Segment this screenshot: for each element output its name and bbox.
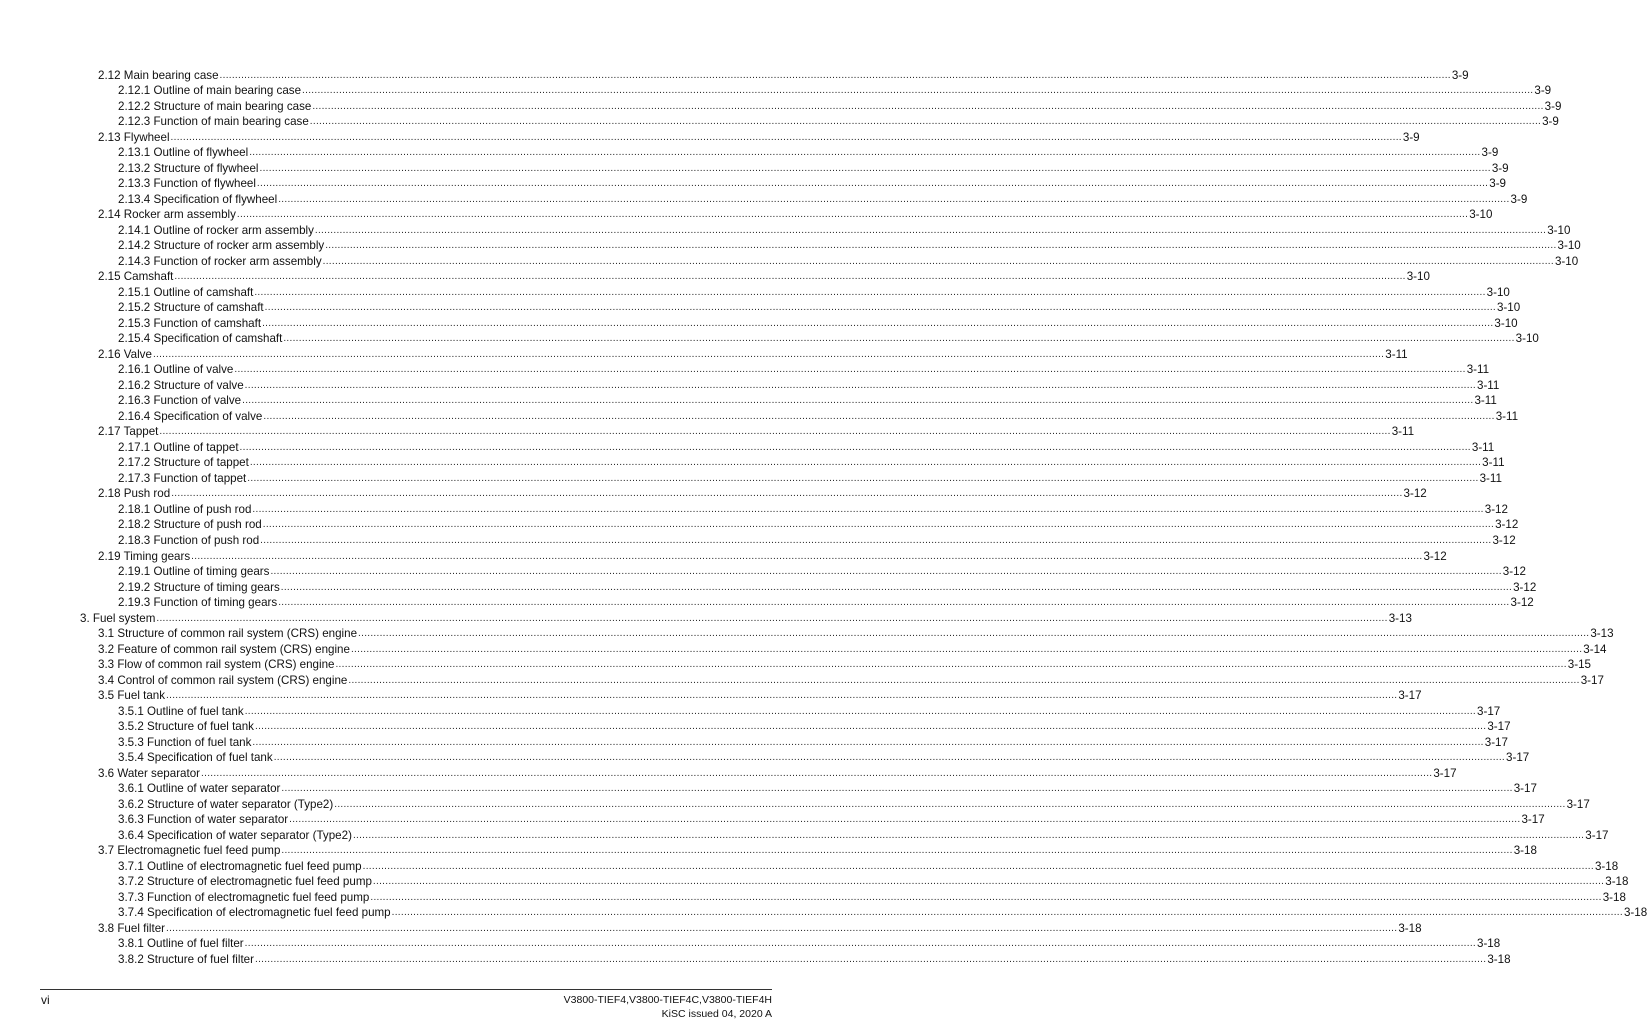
toc-entry-page: 3-10 xyxy=(1494,316,1518,330)
document-issue: KiSC issued 04, 2020 A xyxy=(661,1008,772,1020)
toc-entry[interactable] xyxy=(80,299,1521,315)
toc-entry-page: 3-17 xyxy=(1487,720,1511,734)
toc-entry[interactable] xyxy=(80,578,1537,594)
toc-entry-page: 3-18 xyxy=(1623,906,1647,920)
toc-entry[interactable] xyxy=(80,795,1590,811)
toc-entry-page: 3-17 xyxy=(1580,673,1604,687)
toc-entry-title: 2.15.3 Function of camshaft xyxy=(118,316,262,330)
toc-dot-leader: ................................................................................................................................................................................................................................................................................................................................................................................................................ xyxy=(254,721,1487,733)
toc-entry-page: 3-10 xyxy=(1486,285,1510,299)
toc-dot-leader: ................................................................................................................................................................................................................................................................................................................................................................................................................ xyxy=(244,379,1476,391)
toc-dot-leader: ................................................................................................................................................................................................................................................................................................................................................................................................................ xyxy=(159,426,1391,438)
toc-entry[interactable] xyxy=(80,97,1562,113)
toc-dot-leader: ................................................................................................................................................................................................................................................................................................................................................................................................................ xyxy=(335,659,1567,671)
toc-dot-leader: ................................................................................................................................................................................................................................................................................................................................................................................................................ xyxy=(312,100,1544,112)
toc-entry[interactable] xyxy=(80,268,1430,284)
toc-entry-page: 3-17 xyxy=(1433,766,1457,780)
toc-entry[interactable] xyxy=(80,873,1629,889)
toc-dot-leader: ................................................................................................................................................................................................................................................................................................................................................................................................................ xyxy=(289,814,1521,826)
toc-dot-leader: ................................................................................................................................................................................................................................................................................................................................................................................................................ xyxy=(247,472,1479,484)
toc-entry[interactable] xyxy=(80,423,1415,439)
toc-entry-page: 3-10 xyxy=(1547,223,1571,237)
toc-entry[interactable] xyxy=(80,594,1534,610)
toc-entry[interactable] xyxy=(80,563,1526,579)
toc-entry-page: 3-17 xyxy=(1398,689,1422,703)
toc-entry-page: 3-12 xyxy=(1403,487,1427,501)
toc-entry-page: 3-11 xyxy=(1385,347,1408,361)
toc-entry-title: 2.19 Timing gears xyxy=(98,549,191,563)
footer-divider xyxy=(40,989,772,990)
toc-entry-page: 3-9 xyxy=(1544,99,1562,113)
toc-entry-title: 3.7.4 Specification of electromagnetic fuel feed pump xyxy=(118,906,391,920)
toc-entry-page: 3-9 xyxy=(1402,130,1420,144)
toc-entry[interactable] xyxy=(80,625,1614,641)
toc-entry-title: 2.14.1 Outline of rocker arm assembly xyxy=(118,223,314,237)
toc-entry-page: 3-17 xyxy=(1521,813,1545,827)
toc-entry-page: 3-9 xyxy=(1489,177,1507,191)
document-models: V3800-TIEF4,V3800-TIEF4C,V3800-TIEF4H xyxy=(563,994,772,1006)
toc-entry-page: 3-10 xyxy=(1515,332,1539,346)
toc-entry-title: 3.7.3 Function of electromagnetic fuel feed pump xyxy=(118,890,370,904)
toc-dot-leader: ................................................................................................................................................................................................................................................................................................................................................................................................................ xyxy=(219,69,1451,81)
toc-dot-leader: ................................................................................................................................................................................................................................................................................................................................................................................................................ xyxy=(254,953,1487,965)
toc-dot-leader: ................................................................................................................................................................................................................................................................................................................................................................................................................ xyxy=(358,628,1590,640)
toc-dot-leader: ................................................................................................................................................................................................................................................................................................................................................................................................................ xyxy=(244,938,1476,950)
toc-dot-leader: ................................................................................................................................................................................................................................................................................................................................................................................................................ xyxy=(391,907,1623,919)
toc-entry-page: 3-10 xyxy=(1496,301,1521,315)
toc-dot-leader: ................................................................................................................................................................................................................................................................................................................................................................................................................ xyxy=(278,597,1510,609)
toc-entry-page: 3-10 xyxy=(1406,270,1430,284)
toc-entry-title: 2.18.3 Function of push rod xyxy=(118,533,260,547)
toc-entry[interactable] xyxy=(80,407,1519,423)
toc-entry[interactable] xyxy=(80,376,1500,392)
toc-dot-leader: ................................................................................................................................................................................................................................................................................................................................................................................................................ xyxy=(174,271,1406,283)
toc-entry[interactable] xyxy=(80,842,1537,858)
toc-entry-title: 2.14.2 Structure of rocker arm assembly xyxy=(118,239,325,253)
toc-entry-title: 3.6.2 Structure of water separator (Type2) xyxy=(118,797,334,811)
toc-dot-leader: ................................................................................................................................................................................................................................................................................................................................................................................................................ xyxy=(309,116,1542,128)
toc-entry-title: 2.12.3 Function of main bearing case xyxy=(118,115,309,129)
toc-entry[interactable] xyxy=(80,345,1408,361)
toc-entry-title: 3.5.4 Specification of fuel tank xyxy=(118,751,273,765)
toc-entry-page: 3-11 xyxy=(1471,440,1495,454)
toc-entry-title: 2.13.1 Outline of flywheel xyxy=(118,146,249,160)
toc-entry-title: 3.8.1 Outline of fuel filter xyxy=(118,937,244,951)
toc-entry-page: 3-12 xyxy=(1484,502,1508,516)
toc-dot-leader: ................................................................................................................................................................................................................................................................................................................................................................................................................ xyxy=(362,860,1594,872)
toc-entry-page: 3-18 xyxy=(1513,844,1537,858)
toc-entry-title: 2.15.1 Outline of camshaft xyxy=(118,285,254,299)
toc-dot-leader: ................................................................................................................................................................................................................................................................................................................................................................................................................ xyxy=(263,410,1495,422)
toc-entry[interactable] xyxy=(80,733,1508,749)
toc-entry-title: 2.13.2 Structure of flywheel xyxy=(118,161,259,175)
toc-entry-title: 3.6.4 Specification of water separator (Type2) xyxy=(118,828,352,842)
toc-entry-title: 2.12 Main bearing case xyxy=(98,68,219,82)
toc-entry[interactable] xyxy=(80,159,1509,175)
toc-entry-title: 2.14.3 Function of rocker arm assembly xyxy=(118,254,322,268)
toc-entry-title: 2.19.2 Structure of timing gears xyxy=(118,580,280,594)
toc-entry[interactable] xyxy=(80,113,1559,129)
toc-entry[interactable] xyxy=(80,500,1508,516)
toc-dot-leader: ................................................................................................................................................................................................................................................................................................................................................................................................................ xyxy=(156,612,1388,624)
toc-entry[interactable] xyxy=(80,857,1619,873)
toc-dot-leader: ................................................................................................................................................................................................................................................................................................................................................................................................................ xyxy=(252,503,1484,515)
toc-entry-page: 3-18 xyxy=(1605,875,1629,889)
toc-dot-leader: ................................................................................................................................................................................................................................................................................................................................................................................................................ xyxy=(273,752,1506,764)
toc-entry-title: 2.18.1 Outline of push rod xyxy=(118,502,252,516)
toc-entry-page: 3-10 xyxy=(1557,239,1581,253)
toc-entry[interactable] xyxy=(80,749,1530,765)
toc-dot-leader: ................................................................................................................................................................................................................................................................................................................................................................................................................ xyxy=(166,690,1398,702)
toc-dot-leader: ................................................................................................................................................................................................................................................................................................................................................................................................................ xyxy=(262,519,1495,531)
toc-entry[interactable] xyxy=(80,314,1518,330)
toc-dot-leader: ................................................................................................................................................................................................................................................................................................................................................................................................................ xyxy=(260,534,1492,546)
toc-entry[interactable] xyxy=(80,252,1579,268)
toc-entry[interactable] xyxy=(80,826,1609,842)
toc-entry-title: 3.7.2 Structure of electromagnetic fuel feed pump xyxy=(118,875,372,889)
toc-entry-title: 3.7.1 Outline of electromagnetic fuel feed pump xyxy=(118,859,362,873)
toc-dot-leader: ................................................................................................................................................................................................................................................................................................................................................................................................................ xyxy=(322,255,1554,267)
toc-entry[interactable] xyxy=(80,656,1592,672)
toc-entry-title: 3.2 Feature of common rail system (CRS) engine xyxy=(98,642,350,656)
toc-dot-leader: ................................................................................................................................................................................................................................................................................................................................................................................................................ xyxy=(314,224,1547,236)
toc-dot-leader: ................................................................................................................................................................................................................................................................................................................................................................................................................ xyxy=(236,209,1469,221)
toc-entry-title: 2.16.1 Outline of valve xyxy=(118,363,234,377)
toc-entry[interactable] xyxy=(80,454,1505,470)
toc-dot-leader: ................................................................................................................................................................................................................................................................................................................................................................................................................ xyxy=(281,845,1513,857)
toc-entry[interactable] xyxy=(80,531,1516,547)
toc-entry-page: 3-11 xyxy=(1477,378,1500,392)
toc-entry-page: 3-11 xyxy=(1466,363,1490,377)
toc-entry-title: 2.13.3 Function of flywheel xyxy=(118,177,256,191)
toc-entry-page: 3-10 xyxy=(1469,208,1493,222)
toc-entry-title: 2.15.2 Structure of camshaft xyxy=(118,301,264,315)
toc-entry-page: 3-17 xyxy=(1585,828,1609,842)
toc-entry[interactable] xyxy=(80,221,1571,237)
toc-dot-leader: ................................................................................................................................................................................................................................................................................................................................................................................................................ xyxy=(249,457,1482,469)
toc-entry[interactable] xyxy=(80,935,1501,951)
toc-dot-leader: ................................................................................................................................................................................................................................................................................................................................................................................................................ xyxy=(370,891,1602,903)
toc-dot-leader: ................................................................................................................................................................................................................................................................................................................................................................................................................ xyxy=(280,581,1513,593)
toc-dot-leader: ................................................................................................................................................................................................................................................................................................................................................................................................................ xyxy=(239,441,1471,453)
toc-dot-leader: ................................................................................................................................................................................................................................................................................................................................................................................................................ xyxy=(278,193,1510,205)
toc-entry-title: 2.17.3 Function of tappet xyxy=(118,471,247,485)
toc-entry-title: 2.16 Valve xyxy=(98,347,152,361)
toc-entry-title: 2.16.3 Function of valve xyxy=(118,394,242,408)
toc-dot-leader: ................................................................................................................................................................................................................................................................................................................................................................................................................ xyxy=(262,317,1494,329)
toc-entry-title: 2.19.3 Function of timing gears xyxy=(118,596,278,610)
toc-dot-leader: ................................................................................................................................................................................................................................................................................................................................................................................................................ xyxy=(171,488,1403,500)
toc-entry-title: 2.18 Push rod xyxy=(98,487,171,501)
toc-dot-leader: ................................................................................................................................................................................................................................................................................................................................................................................................................ xyxy=(166,922,1398,934)
toc-dot-leader: ................................................................................................................................................................................................................................................................................................................................................................................................................ xyxy=(325,240,1557,252)
toc-dot-leader: ................................................................................................................................................................................................................................................................................................................................................................................................................ xyxy=(281,783,1513,795)
toc-entry[interactable] xyxy=(80,516,1519,532)
toc-entry[interactable] xyxy=(80,687,1422,703)
toc-entry-page: 3-12 xyxy=(1423,549,1447,563)
toc-dot-leader: ................................................................................................................................................................................................................................................................................................................................................................................................................ xyxy=(259,162,1491,174)
table-of-contents xyxy=(80,66,1647,966)
toc-entry-page: 3-12 xyxy=(1510,596,1534,610)
toc-dot-leader: ................................................................................................................................................................................................................................................................................................................................................................................................................ xyxy=(244,705,1477,717)
toc-entry[interactable] xyxy=(80,764,1457,780)
toc-entry[interactable] xyxy=(80,640,1607,656)
toc-entry-title: 2.17.1 Outline of tappet xyxy=(118,440,239,454)
toc-entry-page: 3-11 xyxy=(1391,425,1415,439)
toc-entry-title: 3.5 Fuel tank xyxy=(98,689,166,703)
toc-entry[interactable] xyxy=(80,469,1502,485)
toc-entry-page: 3-9 xyxy=(1510,192,1528,206)
toc-entry[interactable] xyxy=(80,128,1420,144)
toc-dot-leader: ................................................................................................................................................................................................................................................................................................................................................................................................................ xyxy=(302,85,1534,97)
toc-entry-title: 3.1 Structure of common rail system (CRS) engine xyxy=(98,627,358,641)
toc-entry[interactable] xyxy=(80,175,1507,191)
toc-entry-title: 3.8 Fuel filter xyxy=(98,921,166,935)
toc-entry[interactable] xyxy=(80,283,1510,299)
toc-entry-title: 3.6.3 Function of water separator xyxy=(118,813,289,827)
toc-dot-leader: ................................................................................................................................................................................................................................................................................................................................................................................................................ xyxy=(350,643,1583,655)
toc-entry-title: 3.3 Flow of common rail system (CRS) engine xyxy=(98,658,335,672)
toc-entry-page: 3-17 xyxy=(1477,704,1501,718)
toc-dot-leader: ................................................................................................................................................................................................................................................................................................................................................................................................................ xyxy=(249,147,1481,159)
toc-entry[interactable] xyxy=(80,718,1511,734)
toc-entry-page: 3-12 xyxy=(1502,565,1526,579)
toc-entry-page: 3-11 xyxy=(1479,471,1502,485)
toc-entry-title: 3.5.2 Structure of fuel tank xyxy=(118,720,254,734)
toc-entry-page: 3-18 xyxy=(1594,859,1619,873)
toc-entry-title: 2.17 Tappet xyxy=(98,425,159,439)
toc-dot-leader: ................................................................................................................................................................................................................................................................................................................................................................................................................ xyxy=(264,302,1496,314)
toc-entry[interactable] xyxy=(80,144,1499,160)
toc-entry-page: 3-13 xyxy=(1388,611,1412,625)
page-number: vi xyxy=(41,993,50,1007)
toc-entry[interactable] xyxy=(80,547,1447,563)
toc-entry[interactable] xyxy=(80,206,1493,222)
toc-entry-page: 3-17 xyxy=(1484,735,1508,749)
toc-entry[interactable] xyxy=(80,919,1422,935)
toc-dot-leader: ................................................................................................................................................................................................................................................................................................................................................................................................................ xyxy=(170,131,1402,143)
toc-dot-leader: ................................................................................................................................................................................................................................................................................................................................................................................................................ xyxy=(234,364,1466,376)
toc-entry-title: 2.15 Camshaft xyxy=(98,270,174,284)
toc-entry-page: 3-9 xyxy=(1481,146,1499,160)
toc-dot-leader: ................................................................................................................................................................................................................................................................................................................................................................................................................ xyxy=(252,736,1484,748)
toc-entry-title: 3.5.1 Outline of fuel tank xyxy=(118,704,244,718)
toc-entry[interactable] xyxy=(80,609,1412,625)
toc-entry[interactable] xyxy=(80,66,1469,82)
toc-entry-title: 2.12.2 Structure of main bearing case xyxy=(118,99,312,113)
toc-entry-page: 3-10 xyxy=(1554,254,1579,268)
toc-dot-leader: ................................................................................................................................................................................................................................................................................................................................................................................................................ xyxy=(191,550,1423,562)
toc-entry-page: 3-12 xyxy=(1495,518,1519,532)
toc-entry-page: 3-14 xyxy=(1583,642,1607,656)
toc-entry[interactable] xyxy=(80,392,1497,408)
toc-entry-title: 2.18.2 Structure of push rod xyxy=(118,518,262,532)
toc-dot-leader: ................................................................................................................................................................................................................................................................................................................................................................................................................ xyxy=(348,674,1580,686)
toc-entry-page: 3-9 xyxy=(1534,84,1552,98)
toc-entry-title: 2.13.4 Specification of flywheel xyxy=(118,192,278,206)
toc-entry-title: 3. Fuel system xyxy=(80,611,156,625)
toc-entry[interactable] xyxy=(80,438,1495,454)
toc-entry-title: 2.13 Flywheel xyxy=(98,130,170,144)
toc-dot-leader: ................................................................................................................................................................................................................................................................................................................................................................................................................ xyxy=(242,395,1474,407)
toc-entry[interactable] xyxy=(80,904,1647,920)
toc-entry-title: 2.19.1 Outline of timing gears xyxy=(118,565,270,579)
toc-entry-title: 2.16.2 Structure of valve xyxy=(118,378,244,392)
toc-entry-title: 3.6.1 Outline of water separator xyxy=(118,782,281,796)
toc-entry[interactable] xyxy=(80,485,1427,501)
toc-entry-title: 3.4 Control of common rail system (CRS) engine xyxy=(98,673,348,687)
toc-entry[interactable] xyxy=(80,82,1552,98)
toc-dot-leader: ................................................................................................................................................................................................................................................................................................................................................................................................................ xyxy=(352,829,1585,841)
toc-entry[interactable] xyxy=(80,780,1537,796)
toc-entry-page: 3-11 xyxy=(1482,456,1505,470)
toc-entry-page: 3-17 xyxy=(1513,782,1537,796)
toc-entry-page: 3-18 xyxy=(1477,937,1501,951)
toc-entry-page: 3-11 xyxy=(1474,394,1497,408)
toc-entry[interactable] xyxy=(80,237,1581,253)
toc-entry-title: 3.5.3 Function of fuel tank xyxy=(118,735,252,749)
toc-dot-leader: ................................................................................................................................................................................................................................................................................................................................................................................................................ xyxy=(201,767,1433,779)
toc-entry-page: 3-13 xyxy=(1590,627,1614,641)
toc-entry[interactable] xyxy=(80,950,1511,966)
toc-entry[interactable] xyxy=(80,330,1539,346)
toc-entry-title: 2.17.2 Structure of tappet xyxy=(118,456,249,470)
toc-entry-page: 3-11 xyxy=(1495,409,1519,423)
toc-entry[interactable] xyxy=(80,671,1604,687)
toc-entry[interactable] xyxy=(80,361,1490,377)
toc-dot-leader: ................................................................................................................................................................................................................................................................................................................................................................................................................ xyxy=(372,876,1605,888)
toc-entry-page: 3-9 xyxy=(1491,161,1509,175)
toc-entry-page: 3-17 xyxy=(1506,751,1530,765)
toc-entry[interactable] xyxy=(80,811,1545,827)
toc-entry-title: 3.6 Water separator xyxy=(98,766,201,780)
toc-entry-page: 3-9 xyxy=(1451,68,1469,82)
toc-entry-page: 3-18 xyxy=(1398,921,1422,935)
toc-dot-leader: ................................................................................................................................................................................................................................................................................................................................................................................................................ xyxy=(256,178,1489,190)
toc-entry-title: 2.14 Rocker arm assembly xyxy=(98,208,236,222)
toc-entry-title: 2.15.4 Specification of camshaft xyxy=(118,332,283,346)
toc-dot-leader: ................................................................................................................................................................................................................................................................................................................................................................................................................ xyxy=(152,348,1385,360)
toc-dot-leader: ................................................................................................................................................................................................................................................................................................................................................................................................................ xyxy=(334,798,1566,810)
toc-entry[interactable] xyxy=(80,888,1626,904)
toc-entry-page: 3-18 xyxy=(1487,952,1511,966)
toc-entry-page: 3-18 xyxy=(1602,890,1626,904)
toc-entry-page: 3-12 xyxy=(1492,533,1516,547)
toc-entry-title: 3.8.2 Structure of fuel filter xyxy=(118,952,254,966)
toc-dot-leader: ................................................................................................................................................................................................................................................................................................................................................................................................................ xyxy=(270,566,1502,578)
toc-entry[interactable] xyxy=(80,190,1528,206)
toc-entry-title: 2.16.4 Specification of valve xyxy=(118,409,263,423)
toc-dot-leader: ................................................................................................................................................................................................................................................................................................................................................................................................................ xyxy=(254,286,1486,298)
toc-entry-title: 3.7 Electromagnetic fuel feed pump xyxy=(98,844,281,858)
toc-entry-page: 3-12 xyxy=(1513,580,1537,594)
toc-entry-page: 3-9 xyxy=(1542,115,1559,129)
toc-entry-title: 2.12.1 Outline of main bearing case xyxy=(118,84,302,98)
toc-entry-page: 3-15 xyxy=(1567,658,1592,672)
toc-dot-leader: ................................................................................................................................................................................................................................................................................................................................................................................................................ xyxy=(283,333,1515,345)
toc-entry[interactable] xyxy=(80,702,1501,718)
toc-entry-page: 3-17 xyxy=(1566,797,1590,811)
